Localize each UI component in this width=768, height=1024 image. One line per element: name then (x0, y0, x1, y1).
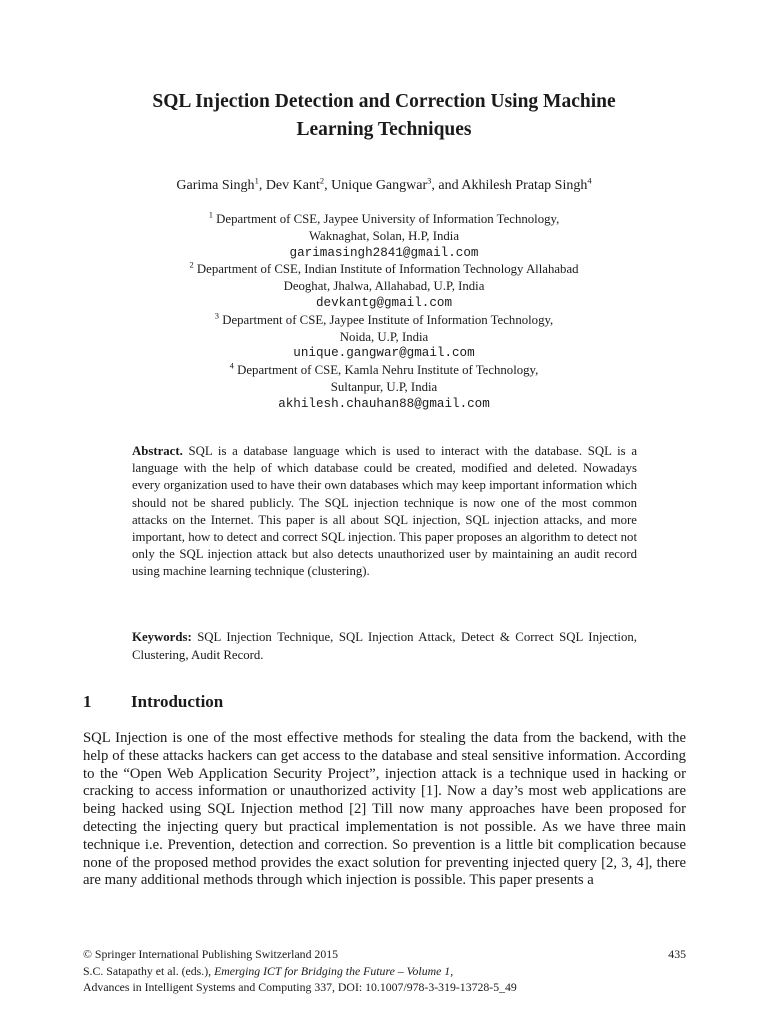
keywords-text: SQL Injection Technique, SQL Injection Attack, Detect & Correct SQL Injection, Clustering, Audit Record. (132, 630, 637, 662)
author-affiliation-marker: 3 (427, 175, 432, 186)
author-list (60, 176, 708, 196)
affiliation-marker: 1 (208, 209, 213, 220)
book-title: Emerging ICT for Bridging the Future – Volume 1, (214, 963, 454, 978)
paper-title (60, 88, 708, 144)
page-number: 435 (668, 947, 686, 961)
affiliation-location: Waknaghat, Solan, H.P, India (308, 228, 460, 243)
author-separator: , and (431, 178, 462, 193)
affiliation-location: Noida, U.P, India (339, 329, 429, 344)
author-email: unique.gangwar@gmail.com (293, 346, 475, 361)
copyright-notice: © Springer International Publishing Switzerland 2015 (83, 947, 339, 961)
affiliation-line: Department of CSE, Kamla Nehru Institute of Technology, (237, 363, 539, 378)
author-affiliation-marker: 2 (319, 175, 325, 186)
affiliation-line: Department of CSE, Indian Institute of Information Technology Allahabad (196, 262, 579, 277)
author-name: Unique Gangwar (331, 178, 428, 193)
page-footer (83, 946, 686, 996)
affiliation-marker: 3 (214, 310, 219, 321)
citation-prefix: S.C. Satapathy et al. (eds.), (83, 963, 215, 978)
author-email: akhilesh.chauhan88@gmail.com (278, 396, 490, 411)
affiliation-marker: 2 (189, 260, 194, 271)
affiliation-4 (60, 362, 708, 412)
section-title: Introduction (131, 692, 224, 711)
affiliation-line: Department of CSE, Jaypee Institute of Information Technology, (222, 312, 554, 327)
series-doi: Advances in Intelligent Systems and Computing 337, DOI: 10.1007/978-3-319-13728-5_49 (83, 980, 517, 994)
title-line-2: Learning Techniques (296, 119, 472, 140)
abstract-text: SQL is a database language which is used to interact with the database. SQL is a language with the help of which database could be created, modified and deleted. Nowadays every organization used to have their own databases which may keep important information which should not be shared publicly. The SQL injection technique is now one of the most common attacks on the Internet. This paper is all about SQL injection, SQL injection attacks, and more important, how to detect and correct SQL injection. This paper proposes an algorithm to detect not only the SQL injection attack but also detects unauthorized user by maintaining an audit record using machine learning technique (clustering). (132, 444, 638, 579)
author-email: garimasingh2841@gmail.com (289, 245, 479, 260)
keywords-label: Keywords: (132, 630, 192, 644)
affiliation-location: Sultanpur, U.P, India (330, 379, 438, 394)
affiliation-list (60, 211, 708, 413)
body-paragraph: SQL Injection is one of the most effective methods for stealing the data from the backend, with the help of these attacks hackers can get access to the database and steal sensitive information. According to the “Open Web Application Security Project”, injection attack is a technique used in hacking or cracking to access information or unauthorized activity [1]. Now a day’s most web applications are being hacked using SQL Injection method [2] Till now many approaches have been proposed for detecting the injecting query but practical implementation is not possible. As we have three main technique i.e. Prevention, detection and correction. So prevention is a little bit complication because none of the proposed method provides the exact solution for preventing injected query [2, 3, 4], there are many additional methods through which injection is possible. This paper presents a (83, 730, 686, 889)
affiliation-location: Deoghat, Jhalwa, Allahabad, U.P, India (283, 279, 485, 294)
section-number: 1 (83, 692, 92, 711)
author-name: Garima Singh (176, 178, 255, 193)
affiliation-2 (60, 261, 708, 311)
section-heading (83, 690, 223, 714)
introduction-body (83, 730, 686, 890)
author-affiliation-marker: 1 (254, 175, 259, 186)
author-name: Akhilesh Pratap Singh (461, 178, 588, 193)
affiliation-line: Department of CSE, Jaypee University of Information Technology, (216, 212, 560, 226)
keywords (132, 629, 637, 664)
affiliation-marker: 4 (229, 360, 234, 371)
title-line-1: SQL Injection Detection and Correction Using Machine (152, 91, 616, 112)
abstract (132, 443, 637, 581)
author-separator: , (324, 178, 332, 193)
abstract-label: Abstract. (132, 444, 183, 458)
author-separator: , (258, 178, 266, 193)
affiliation-3 (60, 312, 708, 362)
author-name: Dev Kant (265, 178, 320, 193)
author-email: devkantg@gmail.com (315, 295, 453, 310)
author-affiliation-marker: 4 (587, 175, 592, 186)
affiliation-1 (60, 211, 708, 261)
